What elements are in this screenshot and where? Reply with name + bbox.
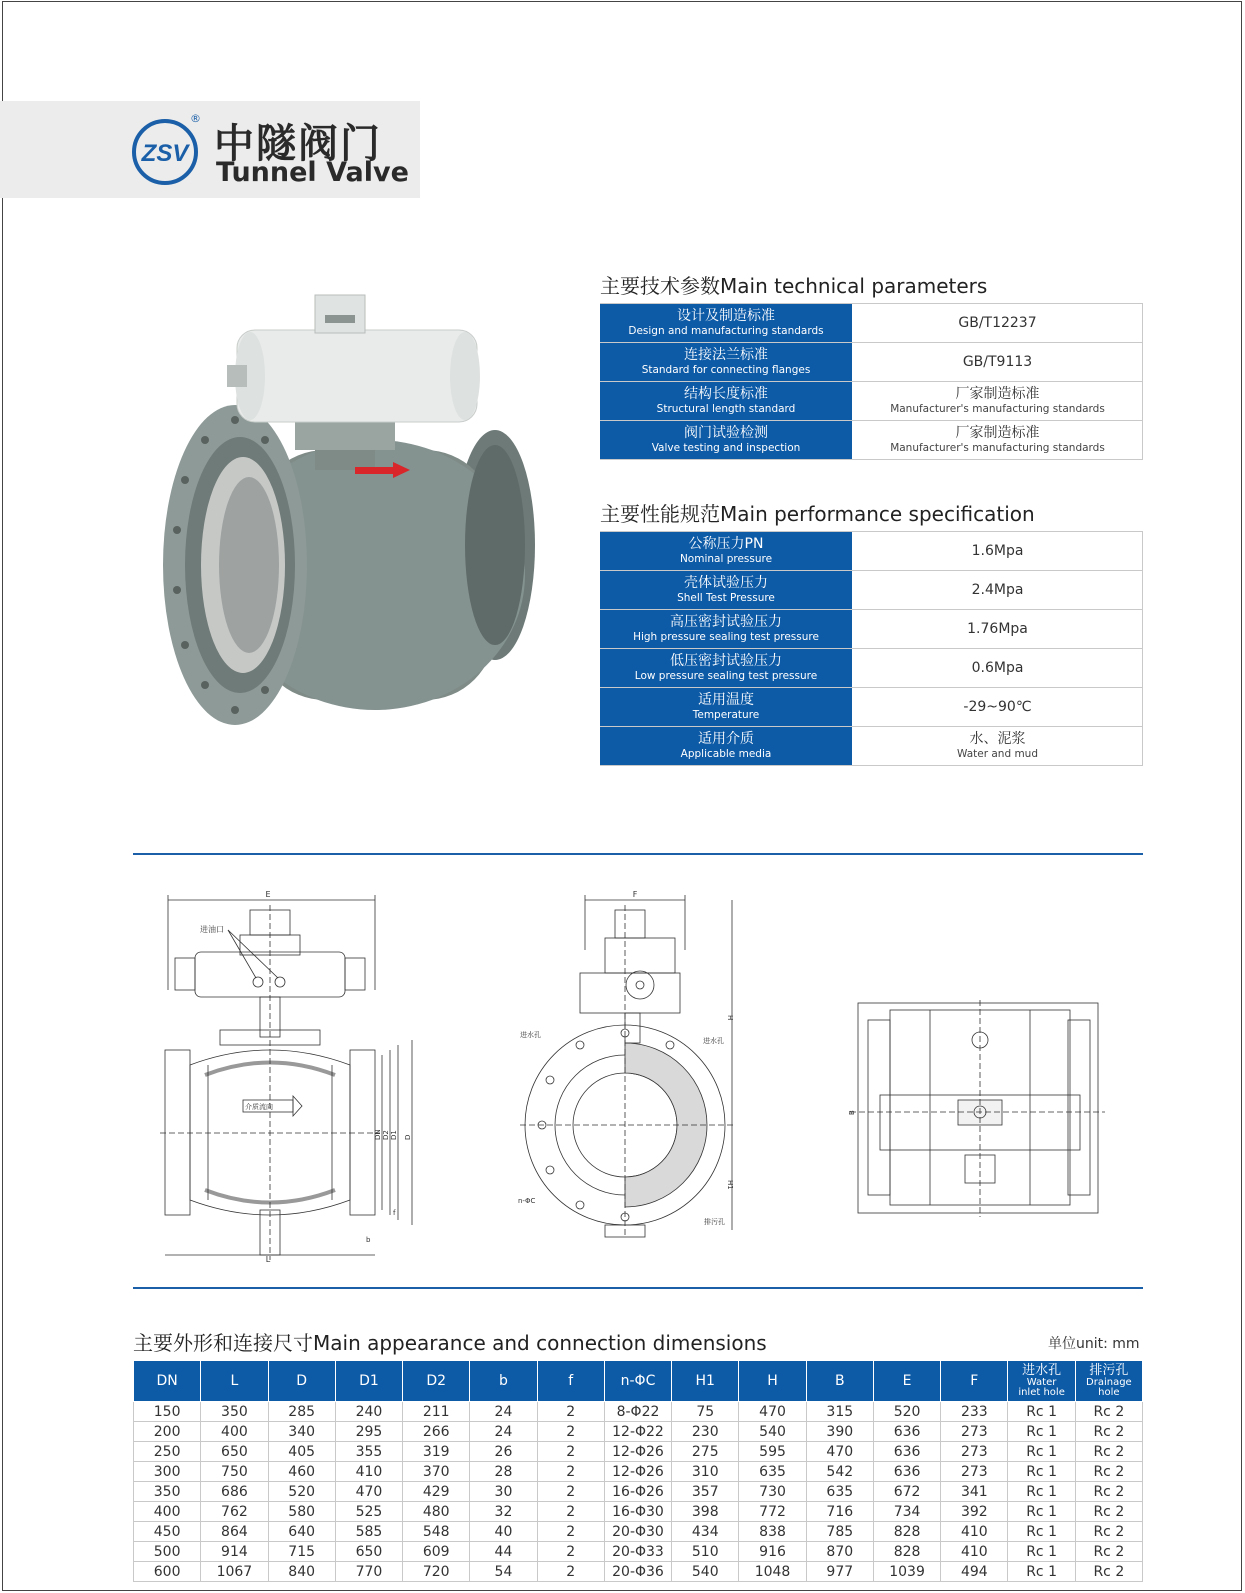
param-label-en: Standard for connecting flanges — [641, 364, 811, 376]
param-label-cn: 阀门试验检测 — [684, 425, 768, 441]
table-cell: 730 — [739, 1482, 806, 1502]
param-value: -29~90℃ — [963, 698, 1032, 715]
param-label-en: Temperature — [692, 709, 760, 721]
table-cell: 357 — [672, 1482, 739, 1502]
table-cell: 350 — [201, 1402, 268, 1422]
table-cell: 20-Φ33 — [604, 1542, 671, 1562]
table-row — [134, 1402, 1143, 1422]
param-value: 0.6Mpa — [971, 659, 1024, 676]
table-cell: 8-Φ22 — [604, 1402, 671, 1422]
table-cell: 650 — [335, 1542, 402, 1562]
registered-mark: ® — [190, 112, 201, 125]
label-flow: 介质流向 — [245, 1103, 273, 1111]
table-cell: 914 — [201, 1542, 268, 1562]
column-header: D2 — [403, 1361, 470, 1402]
drawing-front-view — [160, 890, 430, 1265]
param-label-cn: 适用介质 — [698, 731, 754, 747]
param-value-en: Manufacturer's manufacturing standards — [890, 403, 1105, 415]
table-cell: 840 — [268, 1562, 335, 1582]
table-cell: 585 — [335, 1522, 402, 1542]
drawing-top-view — [850, 995, 1110, 1225]
column-header: F — [941, 1361, 1008, 1402]
valve-product-image — [165, 290, 545, 745]
table-cell: 2 — [537, 1522, 604, 1542]
table-cell: 28 — [470, 1462, 537, 1482]
table-cell: 273 — [941, 1462, 1008, 1482]
unit-label: 单位unit: mm — [1048, 1336, 1140, 1352]
label-l: L — [265, 1255, 271, 1264]
label-f-dim: F — [632, 890, 638, 899]
table-cell: 370 — [403, 1462, 470, 1482]
table-cell: 75 — [672, 1402, 739, 1422]
param-label-cn: 低压密封试验压力 — [670, 653, 782, 669]
table-cell: 233 — [941, 1402, 1008, 1422]
param-label-en: Structural length standard — [656, 403, 796, 415]
table-cell: 400 — [134, 1502, 201, 1522]
param-value: GB/T9113 — [962, 353, 1033, 370]
table-cell: 2 — [537, 1422, 604, 1442]
table-cell: 916 — [739, 1542, 806, 1562]
param-label-en: Valve testing and inspection — [651, 442, 801, 454]
header-text: 进水孔 — [1022, 1363, 1062, 1378]
table-cell: 16-Φ26 — [604, 1482, 671, 1502]
table-cell: 609 — [403, 1542, 470, 1562]
table-cell: 429 — [403, 1482, 470, 1502]
table-row — [134, 1562, 1143, 1582]
table-cell: Rc 2 — [1075, 1482, 1142, 1502]
table-cell: 520 — [873, 1402, 940, 1422]
header-text: hole — [1098, 1387, 1120, 1398]
table-cell: 785 — [806, 1522, 873, 1542]
table-cell: 24 — [470, 1402, 537, 1422]
table-cell: 1048 — [739, 1562, 806, 1582]
performance-row — [600, 571, 1143, 610]
table-cell: Rc 1 — [1008, 1522, 1075, 1542]
table-cell: 398 — [672, 1502, 739, 1522]
label-b-dim: B — [848, 1110, 856, 1115]
table-cell: 355 — [335, 1442, 402, 1462]
zsv-logo — [131, 118, 199, 190]
table-cell: 1039 — [873, 1562, 940, 1582]
table-cell: 2 — [537, 1442, 604, 1462]
drawing-side-view — [520, 890, 760, 1260]
column-header: H — [739, 1361, 806, 1402]
table-cell: 635 — [739, 1462, 806, 1482]
table-cell: 266 — [403, 1422, 470, 1442]
param-value-en: Water and mud — [956, 748, 1039, 760]
column-header: E — [873, 1361, 940, 1402]
table-cell: 310 — [672, 1462, 739, 1482]
table-cell: 32 — [470, 1502, 537, 1522]
table-row — [134, 1462, 1143, 1482]
param-value: 1.6Mpa — [971, 542, 1024, 559]
param-label-en: Nominal pressure — [679, 553, 773, 565]
table-cell: 828 — [873, 1522, 940, 1542]
table-cell: 762 — [201, 1502, 268, 1522]
table-cell: 595 — [739, 1442, 806, 1462]
performance-row — [600, 649, 1143, 688]
table-row — [134, 1502, 1143, 1522]
label-h1: H1 — [726, 1180, 734, 1190]
table-cell: 770 — [335, 1562, 402, 1582]
table-cell: 392 — [941, 1502, 1008, 1522]
table-cell: 12-Φ26 — [604, 1442, 671, 1462]
table-cell: 2 — [537, 1482, 604, 1502]
column-header: B — [806, 1361, 873, 1402]
table-cell: 30 — [470, 1482, 537, 1502]
table-cell: 636 — [873, 1442, 940, 1462]
divider-bottom — [133, 1287, 1143, 1289]
table-cell: Rc 2 — [1075, 1422, 1142, 1442]
table-cell: 150 — [134, 1402, 201, 1422]
header-text: Water — [1026, 1377, 1057, 1388]
header-text: Drainage — [1086, 1377, 1132, 1388]
table-cell: 672 — [873, 1482, 940, 1502]
param-value-en: Manufacturer's manufacturing standards — [890, 442, 1105, 454]
table-cell: 636 — [873, 1462, 940, 1482]
column-header: H1 — [672, 1361, 739, 1402]
table-row — [134, 1442, 1143, 1462]
table-cell: Rc 1 — [1008, 1422, 1075, 1442]
header-text: 排污孔 — [1089, 1363, 1129, 1378]
table-cell: 838 — [739, 1522, 806, 1542]
technical-row — [600, 303, 1143, 343]
column-header: f — [537, 1361, 604, 1402]
param-value: 1.76Mpa — [967, 620, 1028, 637]
table-cell: 273 — [941, 1442, 1008, 1462]
table-cell: 470 — [739, 1402, 806, 1422]
performance-row — [600, 688, 1143, 727]
brand-name-en: Tunnel Valve — [216, 157, 409, 188]
column-header: b — [470, 1361, 537, 1402]
column-header: L — [201, 1361, 268, 1402]
table-cell: 734 — [873, 1502, 940, 1522]
table-cell: 410 — [335, 1462, 402, 1482]
header-text: inlet hole — [1018, 1387, 1065, 1398]
dimensions-table — [133, 1360, 1143, 1582]
table-cell: Rc 2 — [1075, 1402, 1142, 1422]
table-cell: 20-Φ30 — [604, 1522, 671, 1542]
technical-row — [600, 421, 1143, 460]
param-value: 水、泥浆 — [969, 731, 1026, 747]
table-cell: 341 — [941, 1482, 1008, 1502]
table-cell: 315 — [806, 1402, 873, 1422]
table-cell: 716 — [806, 1502, 873, 1522]
table-cell: 460 — [268, 1462, 335, 1482]
table-row — [134, 1482, 1143, 1502]
table-cell: 211 — [403, 1402, 470, 1422]
param-label-en: Shell Test Pressure — [677, 592, 775, 604]
table-cell: Rc 2 — [1075, 1442, 1142, 1462]
table-cell: 828 — [873, 1542, 940, 1562]
dimensions-header-row — [134, 1361, 1143, 1402]
table-cell: 542 — [806, 1462, 873, 1482]
table-cell: 410 — [941, 1542, 1008, 1562]
param-label-en: Design and manufacturing standards — [628, 325, 824, 337]
table-cell: 400 — [201, 1422, 268, 1442]
table-cell: Rc 1 — [1008, 1542, 1075, 1562]
table-cell: 295 — [335, 1422, 402, 1442]
brand-name-cn: 中隧阀门 — [214, 121, 382, 167]
table-cell: Rc 1 — [1008, 1482, 1075, 1502]
param-label-cn: 设计及制造标准 — [677, 308, 775, 324]
table-row — [134, 1542, 1143, 1562]
table-cell: 580 — [268, 1502, 335, 1522]
technical-row — [600, 382, 1143, 421]
table-cell: 285 — [268, 1402, 335, 1422]
table-cell: 510 — [672, 1542, 739, 1562]
table-cell: 275 — [672, 1442, 739, 1462]
param-value: 厂家制造标准 — [955, 386, 1040, 402]
table-cell: 715 — [268, 1542, 335, 1562]
table-cell: 405 — [268, 1442, 335, 1462]
label-bolt-holes: n-ΦC — [518, 1197, 536, 1205]
table-cell: 410 — [941, 1522, 1008, 1542]
logo-text: ZSV — [141, 140, 189, 167]
table-cell: Rc 2 — [1075, 1542, 1142, 1562]
table-cell: 250 — [134, 1442, 201, 1462]
table-cell: 640 — [268, 1522, 335, 1542]
label-b: b — [366, 1236, 371, 1244]
label-f: f — [393, 1209, 396, 1217]
label-d: D — [404, 1134, 412, 1140]
label-e: E — [265, 890, 271, 899]
table-cell: 650 — [201, 1442, 268, 1462]
table-cell: 750 — [201, 1462, 268, 1482]
column-header-inlet — [1008, 1361, 1075, 1402]
table-cell: 870 — [806, 1542, 873, 1562]
table-cell: 635 — [806, 1482, 873, 1502]
table-cell: 40 — [470, 1522, 537, 1542]
label-water-inlet-right: 进水孔 — [703, 1037, 724, 1045]
table-cell: 44 — [470, 1542, 537, 1562]
table-cell: 200 — [134, 1422, 201, 1442]
label-d2: D2 — [382, 1130, 390, 1140]
table-cell: Rc 1 — [1008, 1562, 1075, 1582]
table-row — [134, 1422, 1143, 1442]
table-cell: 494 — [941, 1562, 1008, 1582]
table-cell: 2 — [537, 1562, 604, 1582]
performance-row — [600, 531, 1143, 571]
dimensions-title: 主要外形和连接尺寸Main appearance and connection dimensions — [133, 1331, 767, 1355]
table-cell: 772 — [739, 1502, 806, 1522]
table-cell: 240 — [335, 1402, 402, 1422]
table-cell: 540 — [672, 1562, 739, 1582]
param-value: GB/T12237 — [958, 314, 1037, 331]
param-label-cn: 公称压力PN — [688, 536, 764, 552]
column-header: D1 — [335, 1361, 402, 1402]
technical-title: 主要技术参数Main technical parameters — [600, 274, 988, 298]
table-cell: 26 — [470, 1442, 537, 1462]
column-header: n-ΦC — [604, 1361, 671, 1402]
table-cell: 2 — [537, 1502, 604, 1522]
table-cell: 54 — [470, 1562, 537, 1582]
table-cell: 12-Φ26 — [604, 1462, 671, 1482]
table-cell: Rc 2 — [1075, 1462, 1142, 1482]
label-d1: D1 — [390, 1130, 398, 1140]
label-water-inlet-left: 进水孔 — [520, 1031, 541, 1039]
performance-table — [600, 531, 1143, 766]
table-cell: 2 — [537, 1542, 604, 1562]
table-cell: 2 — [537, 1402, 604, 1422]
param-label-cn: 结构长度标准 — [684, 386, 768, 402]
table-cell: 977 — [806, 1562, 873, 1582]
param-label-en: Applicable media — [680, 748, 772, 760]
table-cell: 319 — [403, 1442, 470, 1462]
param-value: 2.4Mpa — [971, 581, 1024, 598]
label-dn: DN — [374, 1129, 382, 1140]
table-cell: 600 — [134, 1562, 201, 1582]
table-cell: 300 — [134, 1462, 201, 1482]
column-header-drain — [1075, 1361, 1142, 1402]
table-cell: 520 — [268, 1482, 335, 1502]
performance-row — [600, 727, 1143, 766]
table-cell: 720 — [403, 1562, 470, 1582]
technical-row — [600, 343, 1143, 382]
table-cell: 636 — [873, 1422, 940, 1442]
table-cell: Rc 1 — [1008, 1502, 1075, 1522]
param-label-en: Low pressure sealing test pressure — [634, 670, 818, 682]
table-cell: 230 — [672, 1422, 739, 1442]
param-label-en: High pressure sealing test pressure — [633, 631, 819, 643]
label-drain: 排污孔 — [704, 1218, 725, 1226]
table-cell: 2 — [537, 1462, 604, 1482]
table-cell: Rc 1 — [1008, 1442, 1075, 1462]
table-cell: 500 — [134, 1542, 201, 1562]
table-cell: 434 — [672, 1522, 739, 1542]
table-cell: 1067 — [201, 1562, 268, 1582]
table-cell: Rc 1 — [1008, 1402, 1075, 1422]
table-cell: 540 — [739, 1422, 806, 1442]
technical-table — [600, 303, 1143, 460]
table-cell: 480 — [403, 1502, 470, 1522]
table-cell: 24 — [470, 1422, 537, 1442]
table-cell: 350 — [134, 1482, 201, 1502]
table-cell: Rc 2 — [1075, 1562, 1142, 1582]
table-cell: 686 — [201, 1482, 268, 1502]
table-cell: Rc 2 — [1075, 1522, 1142, 1542]
table-cell: 273 — [941, 1422, 1008, 1442]
column-header: D — [268, 1361, 335, 1402]
table-cell: 525 — [335, 1502, 402, 1522]
param-label-cn: 壳体试验压力 — [684, 575, 768, 591]
table-cell: 470 — [335, 1482, 402, 1502]
table-cell: 390 — [806, 1422, 873, 1442]
divider-top — [133, 853, 1143, 855]
table-cell: 340 — [268, 1422, 335, 1442]
param-label-cn: 适用温度 — [698, 692, 754, 708]
param-label-cn: 连接法兰标准 — [684, 347, 768, 363]
column-header: DN — [134, 1361, 201, 1402]
table-cell: 16-Φ30 — [604, 1502, 671, 1522]
performance-title: 主要性能规范Main performance specification — [600, 502, 1035, 526]
table-cell: 470 — [806, 1442, 873, 1462]
table-row — [134, 1522, 1143, 1542]
table-cell: 548 — [403, 1522, 470, 1542]
table-cell: Rc 2 — [1075, 1502, 1142, 1522]
table-cell: Rc 1 — [1008, 1462, 1075, 1482]
table-cell: 20-Φ36 — [604, 1562, 671, 1582]
label-oil-inlet: 进油口 — [200, 925, 224, 934]
table-cell: 864 — [201, 1522, 268, 1542]
performance-row — [600, 610, 1143, 649]
label-h: H — [726, 1015, 734, 1021]
param-label-cn: 高压密封试验压力 — [670, 614, 782, 630]
param-value: 厂家制造标准 — [955, 425, 1040, 441]
table-cell: 12-Φ22 — [604, 1422, 671, 1442]
table-cell: 450 — [134, 1522, 201, 1542]
